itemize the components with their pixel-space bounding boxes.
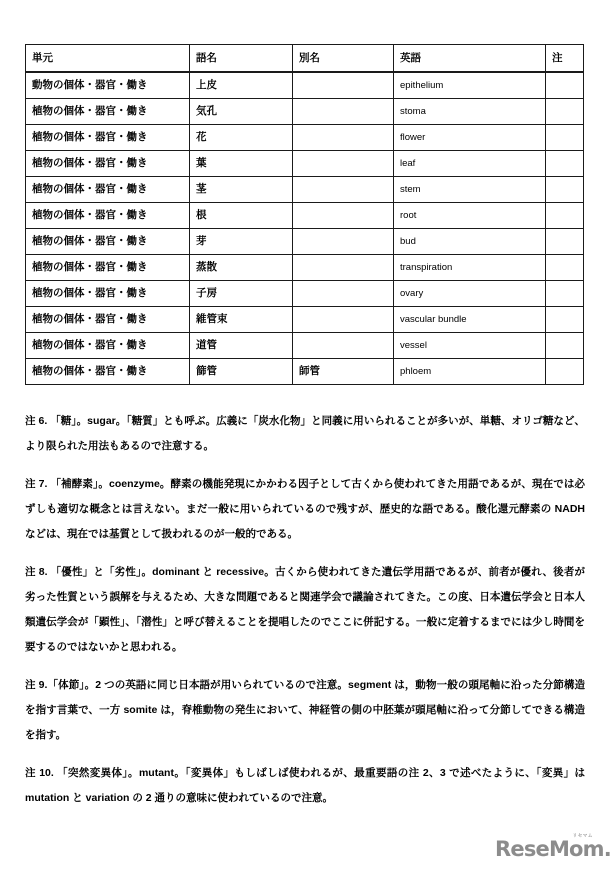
cell-unit: 植物の個体・器官・働き	[26, 307, 190, 333]
cell-english: bud	[394, 229, 546, 255]
note-7: 注 7. 「補酵素」。coenzyme。酵素の機能発現にかかわる因子として古くから使われてきた用語であるが、現在では必ずしも適切な概念とは言えない。まだ一般に用いられているので残すが、歴史的な語である。酸化還元酵素の NADH などは、現在では基質として扱われるのが一般的である。	[25, 478, 585, 540]
table-row	[26, 203, 584, 229]
cell-note	[546, 72, 584, 99]
table-row	[26, 281, 584, 307]
table-header	[26, 45, 584, 73]
column-header-alt: 別名	[293, 45, 394, 73]
cell-term: 気孔	[190, 99, 293, 125]
cell-term: 蒸散	[190, 255, 293, 281]
cell-alt	[293, 72, 394, 99]
cell-unit: 植物の個体・器官・働き	[26, 125, 190, 151]
cell-alt	[293, 125, 394, 151]
resemom-watermark	[495, 833, 611, 864]
cell-note	[546, 229, 584, 255]
cell-english: flower	[394, 125, 546, 151]
watermark-logo-text: ReseMom.	[495, 837, 611, 861]
table-row	[26, 333, 584, 359]
note-9: 注 9.「体節」。2 つの英語に同じ日本語が用いられているので注意。segment は，動物一般の頭尾軸に沿った分節構造を指す言葉で、一方 somite は，脊椎動物の発生において、神経管の側の中胚葉が頭尾軸に沿って分節してできる構造を指す。	[25, 679, 585, 741]
column-header-unit: 単元	[26, 45, 190, 73]
cell-alt	[293, 281, 394, 307]
cell-english: ovary	[394, 281, 546, 307]
cell-unit: 植物の個体・器官・働き	[26, 255, 190, 281]
cell-alt	[293, 333, 394, 359]
cell-alt	[293, 151, 394, 177]
table-row	[26, 307, 584, 333]
cell-english: root	[394, 203, 546, 229]
table-row	[26, 72, 584, 99]
term-table-container	[25, 44, 583, 385]
cell-unit: 動物の個体・器官・働き	[26, 72, 190, 99]
cell-alt	[293, 203, 394, 229]
column-header-term: 語名	[190, 45, 293, 73]
cell-note	[546, 203, 584, 229]
table-row	[26, 177, 584, 203]
cell-english: vascular bundle	[394, 307, 546, 333]
cell-note	[546, 359, 584, 385]
cell-alt	[293, 307, 394, 333]
cell-term: 茎	[190, 177, 293, 203]
cell-term: 篩管	[190, 359, 293, 385]
notes-section	[25, 409, 585, 811]
table-row	[26, 255, 584, 281]
cell-unit: 植物の個体・器官・働き	[26, 177, 190, 203]
column-header-english: 英語	[394, 45, 546, 73]
table-row	[26, 229, 584, 255]
cell-alt	[293, 177, 394, 203]
note-6: 注 6. 「糖」。sugar。「糖質」とも呼ぶ。広義に「炭水化物」と同義に用いられることが多いが、単糖、オリゴ糖など、より限られた用法もあるので注意する。	[25, 415, 585, 452]
biology-term-table	[25, 44, 584, 385]
cell-english: epithelium	[394, 72, 546, 99]
cell-unit: 植物の個体・器官・働き	[26, 229, 190, 255]
table-row	[26, 359, 584, 385]
table-body	[26, 72, 584, 385]
cell-unit: 植物の個体・器官・働き	[26, 99, 190, 125]
table-row	[26, 151, 584, 177]
watermark-ruby-text: リセマム	[572, 833, 593, 838]
cell-english: stoma	[394, 99, 546, 125]
cell-english: vessel	[394, 333, 546, 359]
cell-english: stem	[394, 177, 546, 203]
cell-term: 上皮	[190, 72, 293, 99]
table-header-row	[26, 45, 584, 73]
cell-english: leaf	[394, 151, 546, 177]
cell-alt: 師管	[293, 359, 394, 385]
cell-note	[546, 177, 584, 203]
cell-english: transpiration	[394, 255, 546, 281]
cell-alt	[293, 229, 394, 255]
cell-note	[546, 99, 584, 125]
cell-alt	[293, 255, 394, 281]
cell-unit: 植物の個体・器官・働き	[26, 151, 190, 177]
note-8: 注 8. 「優性」と「劣性」。dominant と recessive。古くから使われてきた遺伝学用語であるが、前者が優れ、後者が劣った性質という誤解を与えるため、大きな問題であると関連学会で議論されてきた。この度、日本遺伝学会と日本人類遺伝学会が「顕性」、「潜性」と呼び替えることを提唱したのでここに併記する。一般に定着するまでには少し時間を要するのではないかと思われる。	[25, 566, 585, 653]
cell-note	[546, 151, 584, 177]
table-row	[26, 125, 584, 151]
cell-note	[546, 307, 584, 333]
cell-unit: 植物の個体・器官・働き	[26, 333, 190, 359]
column-header-note: 注	[546, 45, 584, 73]
cell-term: 花	[190, 125, 293, 151]
cell-note	[546, 255, 584, 281]
cell-term: 維管束	[190, 307, 293, 333]
cell-alt	[293, 99, 394, 125]
cell-note	[546, 333, 584, 359]
cell-english: phloem	[394, 359, 546, 385]
cell-unit: 植物の個体・器官・働き	[26, 359, 190, 385]
note-10: 注 10. 「突然変異体」。mutant。「変異体」もしばしば使われるが、最重要語の注 2、3 で述べたように、「変異」は mutation と variation の 2 通りの意味に使われているので注意。	[25, 767, 585, 804]
table-row	[26, 99, 584, 125]
cell-term: 根	[190, 203, 293, 229]
cell-term: 葉	[190, 151, 293, 177]
cell-note	[546, 281, 584, 307]
cell-unit: 植物の個体・器官・働き	[26, 281, 190, 307]
cell-note	[546, 125, 584, 151]
cell-term: 道管	[190, 333, 293, 359]
cell-term: 子房	[190, 281, 293, 307]
cell-unit: 植物の個体・器官・働き	[26, 203, 190, 229]
cell-term: 芽	[190, 229, 293, 255]
